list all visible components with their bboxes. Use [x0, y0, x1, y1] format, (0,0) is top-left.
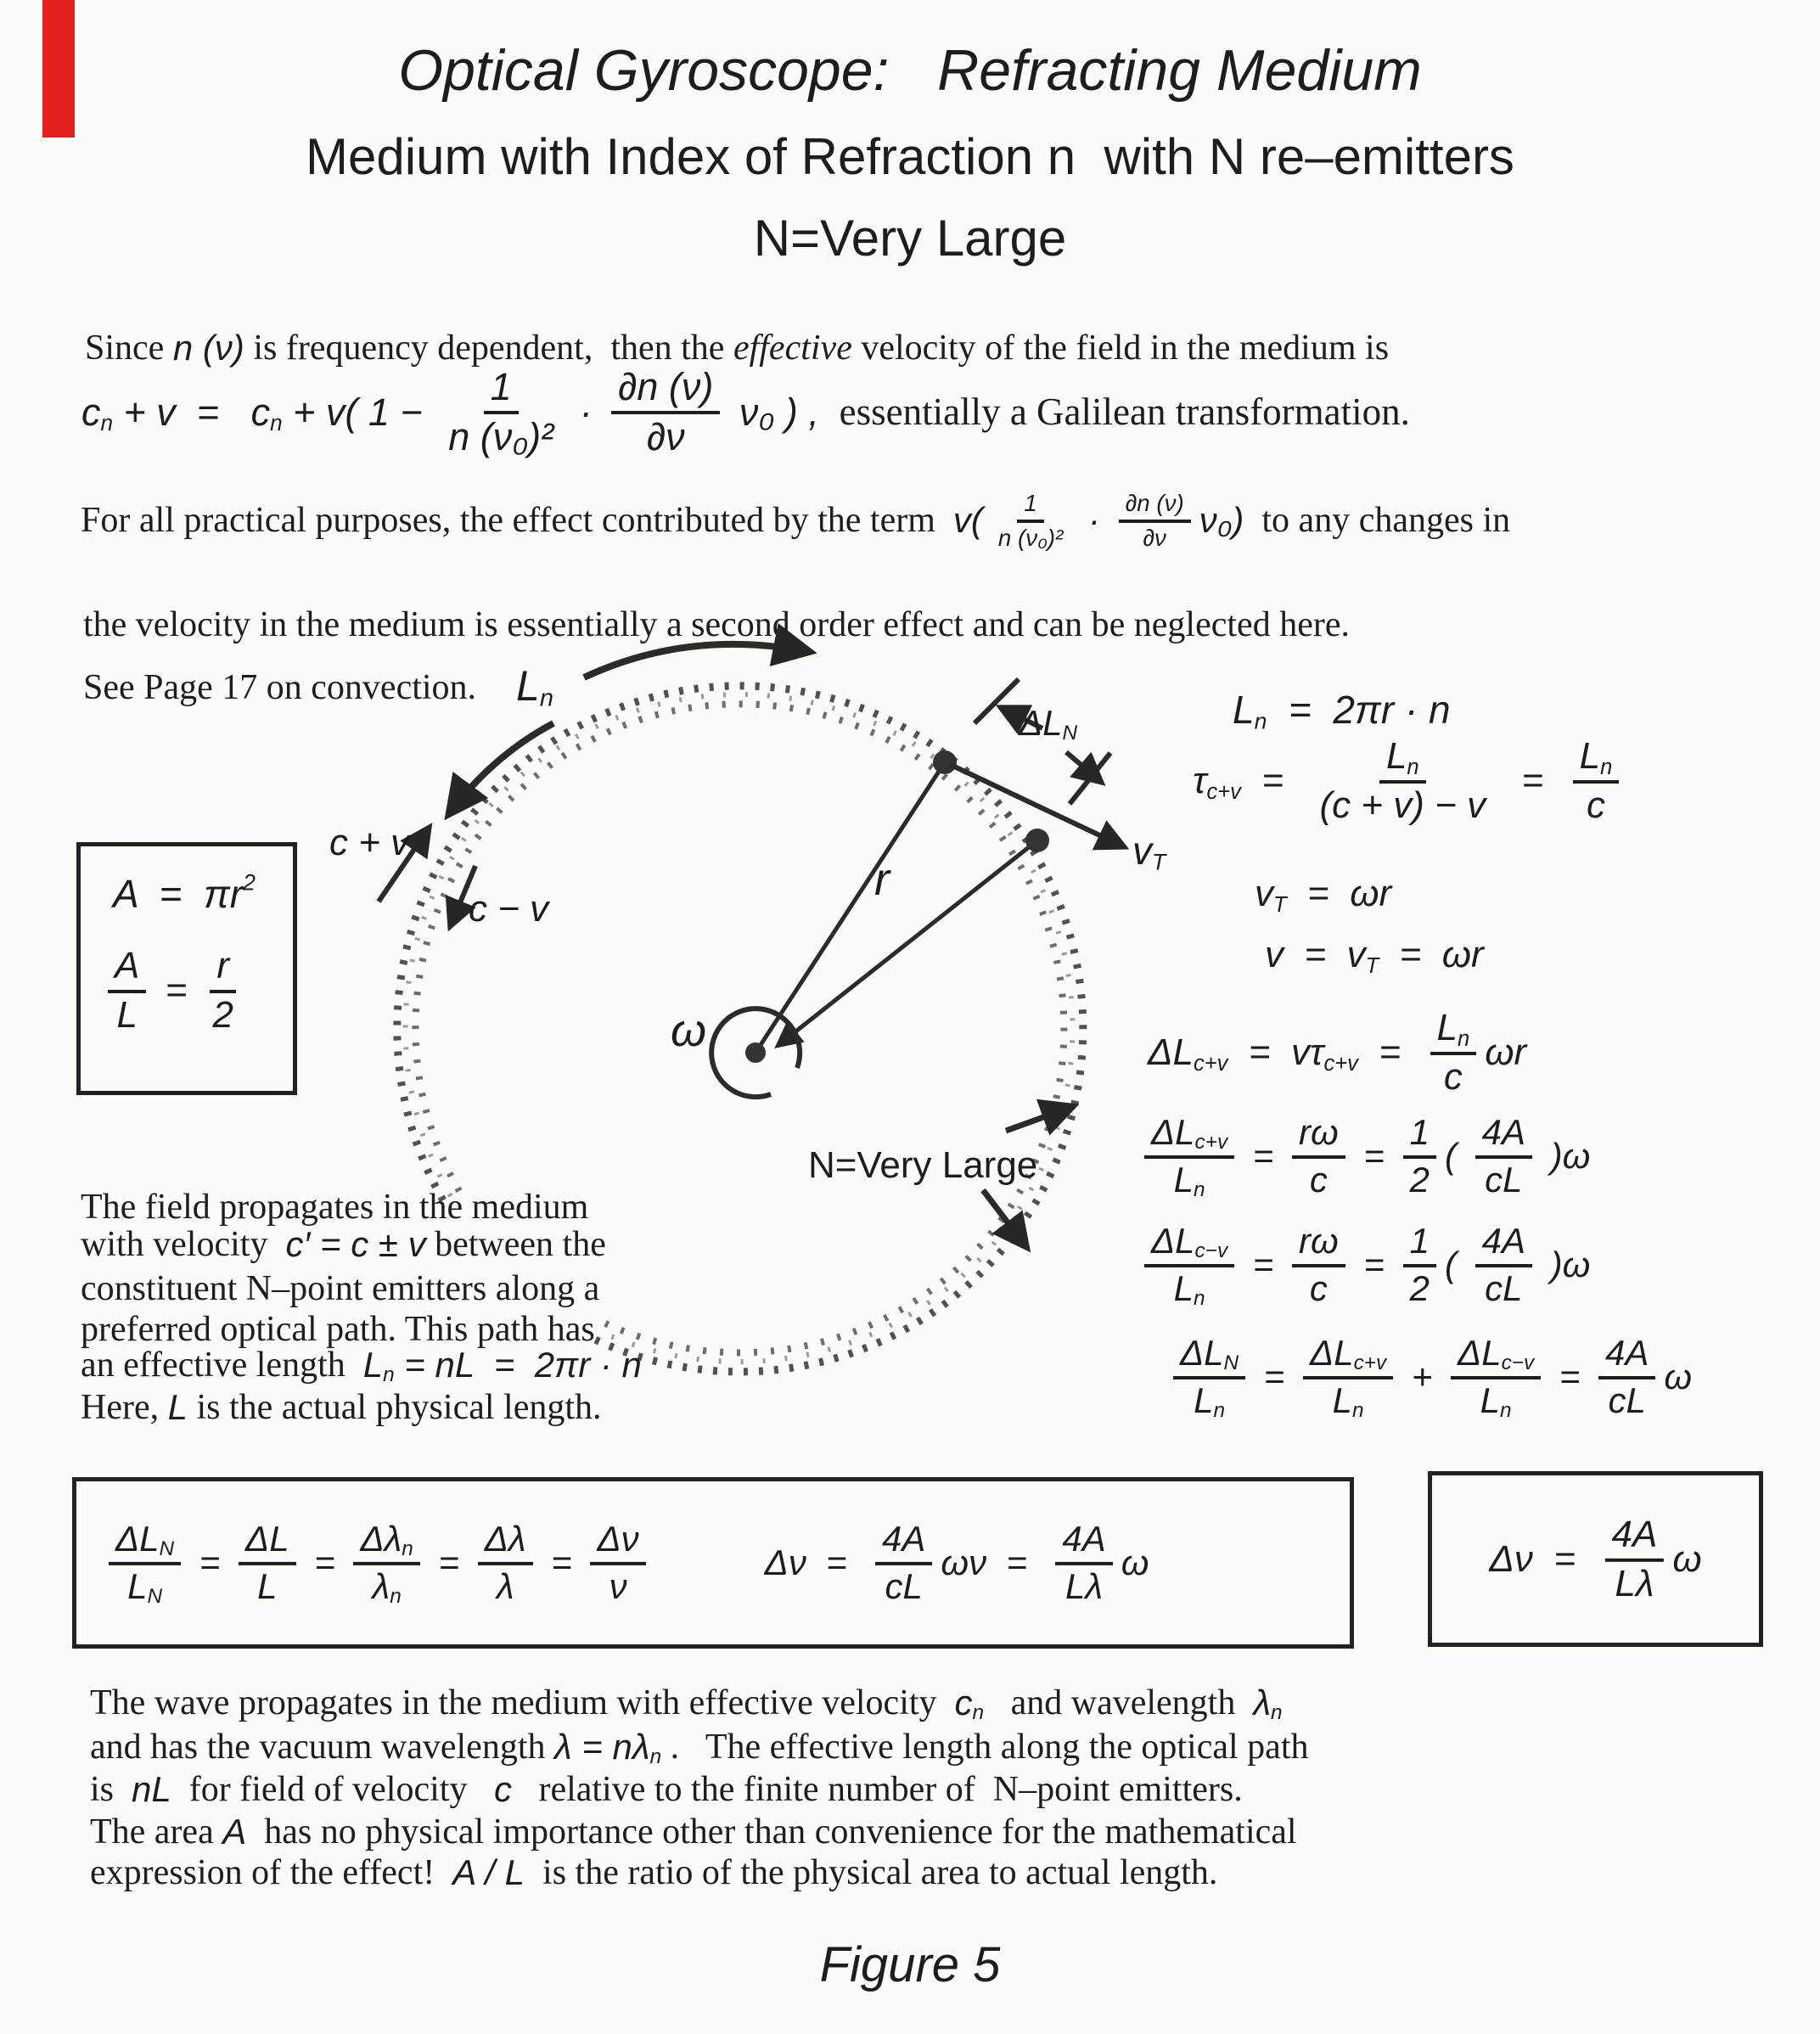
wave-para-line-3: is nL for field of velocity c relative to the finite number of N–point emitters. [90, 1769, 1243, 1809]
label-v-t: v T [1132, 829, 1166, 875]
eq-ln: L n = 2πr · n [1233, 688, 1451, 734]
figure-caption: Figure 5 [819, 1937, 1001, 1992]
area-ratio-eq: $\frac{A}{L}$ = $\frac{r}{2}$ [99, 947, 249, 1035]
label-ln: L n [516, 662, 553, 712]
eq-vt: v T = ωr [1255, 873, 1392, 917]
label-c-plus-v: c + v [329, 822, 410, 863]
eq-ratio-total: ΔL N L n = ΔL c+v L n + ΔL c−v L n = $\frac{4A}{cL}$ ω [1165, 1334, 1692, 1419]
radius-line-1 [756, 762, 945, 1053]
intro-line-4: See Page 17 on convection. [83, 668, 477, 707]
page-subtitle-2: N=Very Large [753, 210, 1067, 267]
wave-para-line-1: The wave propagates in the medium with effective velocity c n and wavelength λ n [90, 1683, 1283, 1725]
wave-para-line-5: expression of the effect! A / L is the ratio of the physical area to actual length. [90, 1852, 1218, 1892]
field-para-line-5: an effective length L n = nL = 2πr · n [81, 1345, 642, 1387]
eq-v: v = v T = ωr [1265, 934, 1484, 978]
label-n-very-large: N=Very Large [808, 1144, 1038, 1186]
delta-ln-tick-1 [975, 679, 1019, 723]
eq-delta-l: ΔL c+v = vτ c+v = L n c ωr [1148, 1007, 1527, 1098]
label-delta-ln: ΔL N [1019, 703, 1078, 745]
rotation-arrow-top [584, 644, 811, 677]
result-box-wide [72, 1477, 1354, 1649]
galilean-equation: c n + v = c n + v( 1 − $\frac{1}{\text{n (ν₀)²}}$ · $\frac{\partial n (\nu)}{\partial\nu}$ ν₀ ) , essentially a Galilean transformation. [81, 365, 1410, 459]
result-box-small [1428, 1471, 1763, 1647]
wave-para-line-4: The area A has no physical importance other than convenience for the mathematical [90, 1812, 1297, 1851]
wave-para-line-2: and has the vacuum wavelength λ = nλ n . The effective length along the optical path [90, 1727, 1309, 1769]
rotation-arrow-left [448, 723, 553, 815]
radius-line-2 [778, 840, 1037, 1046]
label-r: r [874, 854, 890, 905]
result-chain: ΔL N L N = $\frac{\Delta L}{L}$ = Δλ n λ n = $\frac{\Delta\lambda}{\lambda}$ = $\frac{\Delta\nu}{\nu}$ Δν = $\frac{4A}{cL}$ ων = $\frac{4A}{L\lambda}$ ω [100, 1520, 1149, 1605]
page-title: Optical Gyroscope: Refracting Medium [398, 38, 1422, 103]
emitter-dot-2 [1025, 829, 1049, 852]
center-dot [745, 1042, 766, 1063]
field-para-line-3: constituent N–point emitters along a [81, 1269, 600, 1308]
label-c-minus-v: c − v [469, 888, 549, 930]
n-large-pointer-down [983, 1190, 1027, 1248]
page-subtitle: Medium with Index of Refraction n with N re–emitters [306, 128, 1514, 185]
intro-line-2: For all practical purposes, the effect contributed by the term v( $\frac{1}{\text{n (ν₀)²}}$ · $\frac{\partial n (\nu)}{\partial\nu}$ ν₀) to any changes in [81, 490, 1511, 552]
intro-line-3: the velocity in the medium is essentially a second order effect and can be neglected here. [83, 605, 1350, 644]
field-para-line-6: Here, L is the actual physical length. [81, 1387, 602, 1427]
intro-line-1: Since n (ν) is frequency dependent, then the effective velocity of the field in the medium is [85, 328, 1390, 368]
field-para-line-1: The field propagates in the medium [81, 1188, 589, 1227]
eq-ratio-cmv: ΔL c−v L n = $\frac{r\omega}{c}$ = $\frac{1}{2}$ ( $\frac{4A}{cL}$ )ω [1136, 1222, 1590, 1307]
result-dnu: Δν = $\frac{4A}{L\lambda}$ ω [1489, 1513, 1702, 1604]
area-eq: A = πr 2 [113, 869, 256, 916]
label-omega: ω [671, 1005, 707, 1056]
eq-tau: τ c+v = L n (c + v) − v = L n c [1193, 737, 1627, 825]
eq-ratio-cv: ΔL c+v L n = $\frac{r\omega}{c}$ = $\frac{1}{2}$ ( $\frac{4A}{cL}$ )ω [1136, 1114, 1590, 1199]
n-large-pointer-up [1006, 1106, 1074, 1131]
field-para-line-4: preferred optical path. This path has [81, 1310, 595, 1349]
emitter-dot-1 [933, 750, 957, 774]
field-para-line-2: with velocity c′ = c ± v between the [81, 1224, 606, 1264]
